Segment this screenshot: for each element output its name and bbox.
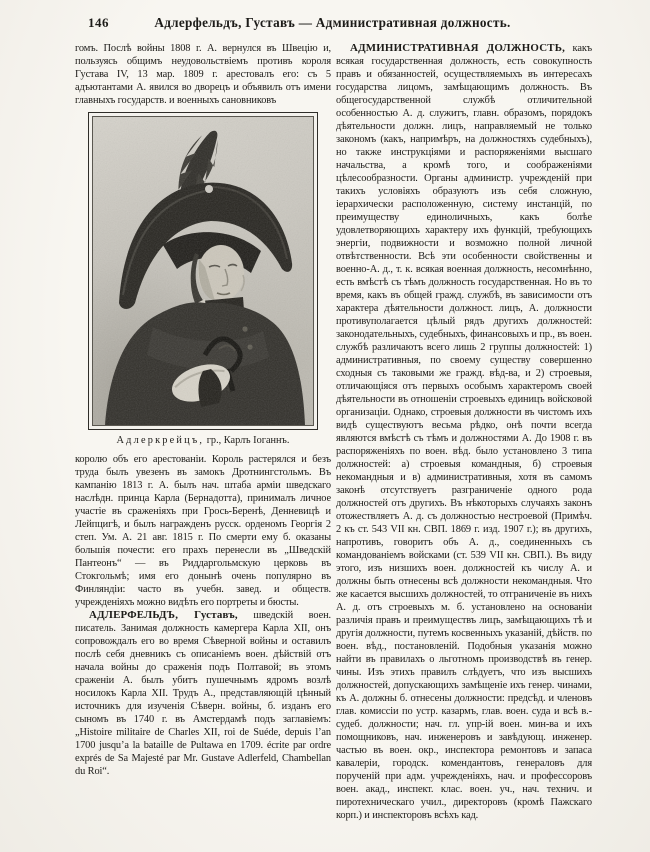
article-adlerfeld-heading: АДЛЕРФЕЛЬДЪ, Густавъ, <box>89 609 238 621</box>
portrait-caption-name: Адлеркрейцъ, <box>116 435 205 446</box>
portrait-frame-outer <box>88 112 318 430</box>
right-column <box>336 42 592 822</box>
article-adlerfeld <box>75 609 331 778</box>
left-column <box>75 42 331 778</box>
portrait-figure <box>88 112 318 447</box>
continuation-paragraph: королю объ его арестованіи. Король растерялся и безъ труда былъ увезенъ въ замокъ Дротнингстольмъ. Въ кампанію 1813 г. А. былъ нач. штаба арміи шведскаго наслѣдн. принца Карла (Бернадотта), принималъ личное участіе въ сраженіяхъ при Грось-Беренѣ, Денневицѣ и Лейпцигѣ, и былъ награжденъ русск. орденомъ Георгія 2 степ. Ум. А. 21 авг. 1815 г. По смерти ему б. оказаны большія почести: его прахъ перенесли въ „Шведскій Пантеонъ“ — въ Риддаргольмскую церковь въ Стокгольмѣ; имя его донынѣ очень популярно въ Финляндіи: часто въ учебн. завед. и обществ. учрежденіяхъ можно видѣть его портреты и бюсты. <box>75 454 331 608</box>
portrait-frame-inner <box>92 116 314 426</box>
article-admin-heading: АДМИНИСТРАТИВНАЯ ДОЛЖНОСТЬ, <box>350 42 566 54</box>
page-number: 146 <box>88 15 109 30</box>
article-admin-body: какъ всякая государственная должность, есть совокупность правъ и обязанностей, осуществляемыхъ въ интересахъ государства лицомъ, замѣщающимъ должность. Въ общегосударственной службѣ отличительной особенностью А. д. служитъ, главн. образомъ, порядокъ дѣятельности должн. лицъ, направляемый не только закономъ (какъ, напримѣръ, на должностяхъ судебныхъ), но также инструкціями и распоряженіями высшаго начальства, а кромѣ того, и соображеніями цѣлесообразности. Органы администр. учрежденій при такихъ условіяхъ образуютъ изъ себя сложную, іерархически расположенную, систему инстанцій, по преимуществу единоличныхъ, какъ болѣе удовлетворяющихъ характеру ихъ функцій, требующихъ энергіи, подвижности и возможно полной личной отвѣтственности. Всѣ эти особенности свойственны и военно-А. д., т. к. всякая военная должность, несомнѣнно, есть вмѣстѣ съ тѣмъ должность государственная. Но въ то время, какъ въ общей гражд. службѣ, въ зависимости отъ характера дѣятельности должност. лицъ, А. должности противуполагается цѣлый рядъ другихъ должностей: законодательныхъ, судебныхъ, финансовыхъ и пр., въ воен. службѣ различаютъ всего лишь 2 группы должностей: 1) административныя, по своему существу совершенно сходныя съ таковыми же гражд. вѣд-ва, и 2) строевыя, отличающіяся отъ первыхъ особымъ характеромъ своей дѣятельности въ отношеніи строевыхъ единицъ войсковой организаціи. Однако, строевыя должности въ чистомъ ихъ видѣ существуютъ весьма рѣдко, онѣ почти всегда являются вмѣстѣ съ тѣмъ и должностями А. До 1908 г. въ распоряженіяхъ по воен. вѣд. было установлено 3 типа должностей: а) строевыя командныя, б) строевыя некомандныя и в) административныя, хотя въ самомъ законѣ отсутствуетъ разграниченіе одного рода должностей отъ другихъ. Въ нѣкоторыхъ случаяхъ законъ отожествляетъ А. д. съ должностью нестроевой (Примѣч. 2 къ ст. 543 VII кн. СВП. 1869 г. изд. 1907 г.); въ другихъ, напротивъ, говоритъ объ А. д., соединенныхъ съ командованіемъ войсками (ст. 539 VII кн. СВП.). Въ виду этого, изъ низшихъ воен. должностей къ числу А. и должны быть отнесены всѣ должности некомандныя. Что же касается высшихъ должностей, то отграниченіе въ нихъ А. д. отъ строевыхъ м. б. установлено на основаніи различія правъ и преимуществъ лицъ, замѣщающихъ тѣ и другія должности, путемъ косвенныхъ указаній, дѣйств. по воен. вѣд., постановленій. Подобныя указанія можно найти въ правилахъ о льготномъ производствѣ въ генер. чины. Изъ этихъ правилъ слѣдуетъ, что изъ высшихъ должностей, допускающихъ замѣщеніе ихъ генер. чинами, къ А. должны б. отнесены должности: предсѣд. и членовъ глав. комиссіи по устр. казармъ, глав. воен. суда и всѣ в.-судеб. должности; нач. гл. упр-ій воен. мин-ва и ихъ помощниковъ, нач. инженеровъ и завѣдующ. инженер. частью въ воен. окр., инспектора ремонтовъ и запаса кавалеріи, городск. комендантовъ, генераловъ для порученій при адм. учрежденіяхъ, нач. и профессоровъ воен. акад., инспект. клас. воен. уч., нач. технич. и пиротехническаго учил., директоровъ (кромѣ Пажскаго корп.) и инспекторовъ всѣхъ кад. <box>336 43 592 821</box>
portrait-caption-rest: гр., Карлъ Іоганнъ. <box>204 435 290 446</box>
engraving-grain-texture <box>93 117 313 425</box>
article-adlerfeld-body: шведскій воен. писатель. Занимая должность камергера Карла XII, онъ сопровождалъ его во время Сѣверной войны и оставилъ послѣ себя дневникъ съ описаніемъ воен. дѣйствій отъ начала войны до сраженія подъ Полтавой; въ этомъ сраженіи А. былъ убитъ пушечнымъ ядромъ возлѣ носилокъ Карла XII. Трудъ А., представляющій цѣнный источникъ для изученія Сѣверн. войны, б. изданъ его сыномъ въ 1740 г. въ Амстердамѣ подъ заглавіемъ: „Histoire militaire de Charles XII, roi de Suéde, depuis l’an 1700 jusqu’a la bataille de Pultawa en 1709. écrite par ordre exprés de Sa Majesté par Mr. Gustave Adlerfeld, Chambellan du Roi“. <box>75 610 331 777</box>
intro-paragraph-fragment: гомъ. Послѣ войны 1808 г. А. вернулся въ Швецію и, пользуясь общимъ неудовольствіемъ противъ короля Густава IV, 13 мар. 1809 г. арестовалъ его: съ 5 адъютантами А. явился во дворецъ и объявилъ отъ имени главныхъ государств. и военныхъ сановниковъ <box>75 43 331 106</box>
portrait-engraving-image <box>93 117 313 425</box>
portrait-caption <box>88 434 318 447</box>
running-header-title: Адлерфельдъ, Густавъ — Административная должность. <box>154 15 511 30</box>
article-admin <box>336 42 592 822</box>
